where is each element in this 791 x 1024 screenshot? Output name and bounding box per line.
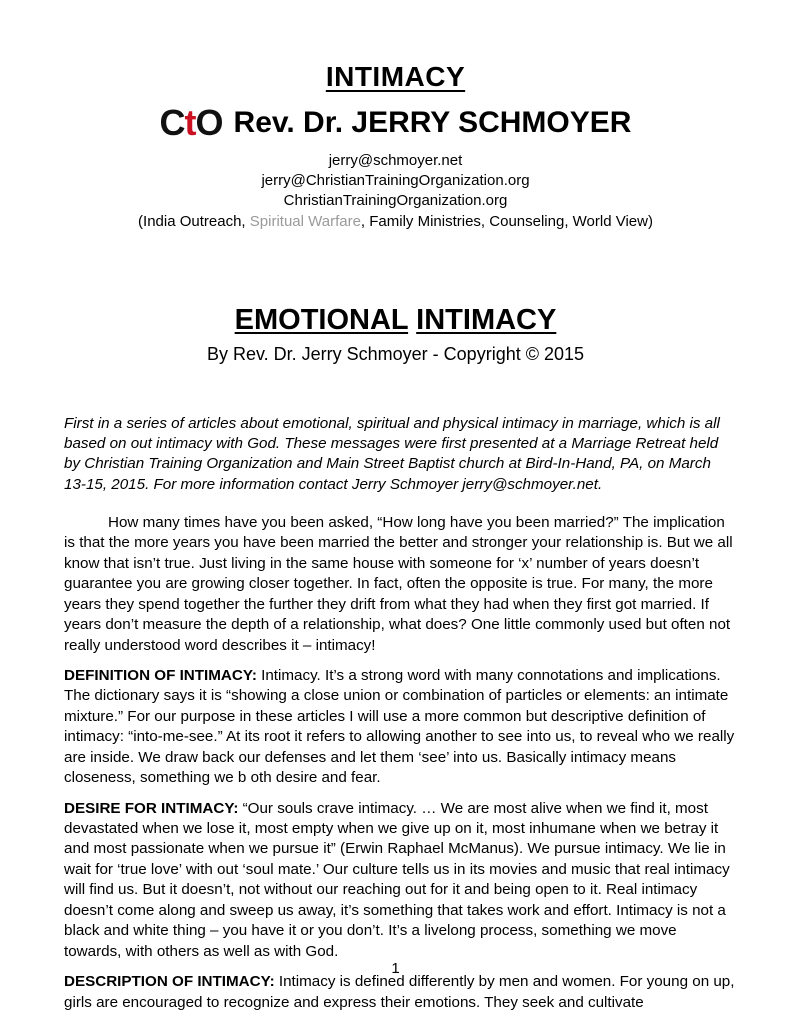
section-label-description: DESCRIPTION OF INTIMACY: xyxy=(64,973,275,991)
paragraph-intro: How many times have you been asked, “How long have you been married?” The implication is that the more years you have been married the better and stronger your relationship is. But we all know that isn’t true. Just living in the same house with someone for ‘x’ number of years doesn’t guarantee you are growing closer together. In fact, often the opposite is true. For many, the more years they spend together the further they drift from what they had when they first got married. If years don’t measure the depth of a relationship, what does? One little commonly used but often not really understood word describes it – intimacy! xyxy=(64,513,733,654)
section-description-of-intimacy xyxy=(64,972,735,1013)
article-title-space xyxy=(408,304,416,336)
contact-email-personal: jerry@schmoyer.net xyxy=(328,151,463,169)
section-definition-of-intimacy xyxy=(64,666,735,789)
cto-logo xyxy=(159,101,223,143)
ministry-spiritual-warfare: Spiritual Warfare xyxy=(249,212,361,230)
masthead xyxy=(0,0,791,232)
contact-website: ChristianTrainingOrganization.org xyxy=(283,191,508,209)
logo-letter-t-cross: t xyxy=(184,101,196,143)
author-name: Rev. Dr. JERRY SCHMOYER xyxy=(233,105,632,139)
article-title xyxy=(0,304,791,337)
article-title-word-2: INTIMACY xyxy=(416,303,557,336)
ministries-suffix: , Family Ministries, Counseling, World View) xyxy=(360,212,653,230)
section-label-desire: DESIRE FOR INTIMACY: xyxy=(64,799,239,817)
logo-letter-c: C xyxy=(159,101,185,143)
series-note: First in a series of articles about emotional, spiritual and physical intimacy in marriage, which is all based on out intimacy with God. These messages were first presented at a Marriage Retreat held by Christian Training Organization and Main Street Baptist church at Bird-In-Hand, PA, on March 13-15, 2015. For more information contact Jerry Schmoyer jerry@schmoyer.net. xyxy=(64,415,720,493)
section-text-desire: “Our souls crave intimacy. … We are most alive when we find it, most devastated when we lose it, most empty when we give up on it, most inhumane when we betray it and most passionate when we pursue it” (Erwin Raphael McManus). We pursue intimacy. We lie in wait for ‘true love’ with out ‘soul mate.’ Our culture tells us in its movies and music that real intimacy will find us. But it doesn’t, not without our reaching out for it and being open to it. Real intimacy doesn’t come along and sweep us away, it’s something that takes work and effort. Intimacy is not a black and white thing – you have it or you don’t. It’s a livelong process, something we move towards, with others as well as with God. xyxy=(64,799,730,960)
contact-email-organization: jerry@ChristianTrainingOrganization.org xyxy=(261,171,530,189)
page-number: 1 xyxy=(391,960,400,977)
section-text-definition: Intimacy. It’s a strong word with many connotations and implications. The dictionary says it is “showing a close union or combination of particles or elements: an intimate mixture.” For our purpose in these articles I will use a more common but descriptive definition of intimacy: “into-me-see.” At its root it refers to allowing another to see into us, to reveal who we really are inside. We draw back our defenses and let them ‘see’ into us. Basically intimacy means closeness, something we b oth desire and fear. xyxy=(64,666,735,787)
section-text-description: Intimacy is defined differently by men and women. For young on up, girls are encouraged to recognize and express their emotions. They seek and cultivate xyxy=(64,973,735,1011)
contact-block xyxy=(0,151,791,232)
article-subtitle-copyright: By Rev. Dr. Jerry Schmoyer - Copyright © 2015 xyxy=(206,343,585,364)
article-header xyxy=(0,304,791,366)
ministries-list xyxy=(0,212,791,232)
byline-row xyxy=(0,101,791,143)
article-title-word-1: EMOTIONAL xyxy=(234,303,409,336)
document-title: INTIMACY xyxy=(325,61,466,92)
body-column xyxy=(64,414,735,1023)
section-desire-for-intimacy xyxy=(64,799,735,963)
ministries-prefix: (India Outreach, xyxy=(138,212,250,230)
logo-letter-o: O xyxy=(195,101,223,143)
section-label-definition: DEFINITION OF INTIMACY: xyxy=(64,666,257,684)
